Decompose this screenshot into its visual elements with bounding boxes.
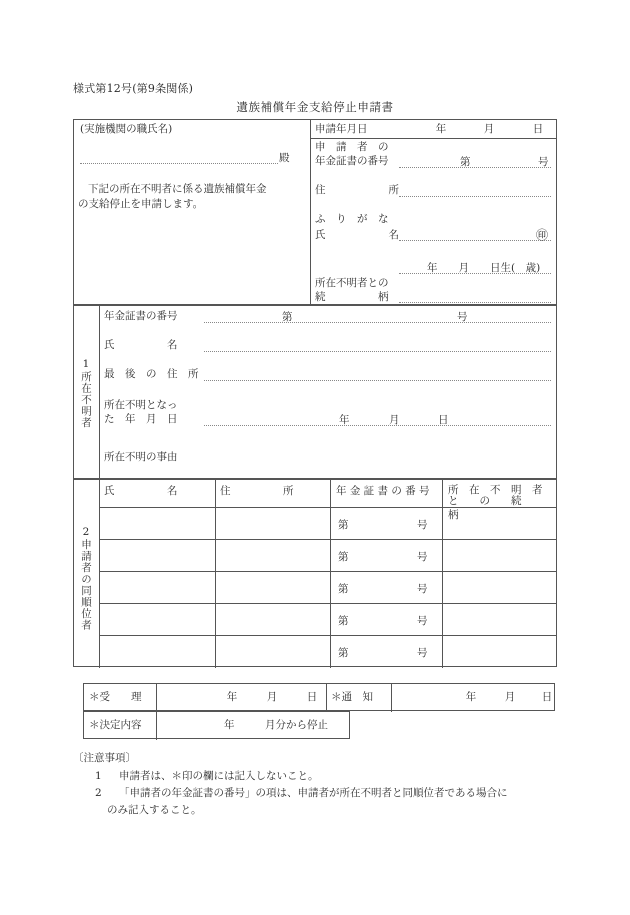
row1-gou: 号 <box>417 519 428 531</box>
applicant-cert-label-line2: 年金証書の番号 <box>315 155 389 167</box>
notes-heading: 〔注意事項〕 <box>73 752 136 764</box>
applicant-cert-fill-line <box>399 167 551 168</box>
statement-line-2: の支給停止を申請します。 <box>78 198 204 210</box>
decision-label: ＊決定内容 <box>89 719 142 731</box>
applicant-relation-label-line1: 所在不明者との <box>315 277 389 289</box>
note-1-text: 申請者は、＊印の欄には記入しないこと。 <box>119 770 319 782</box>
note-item-2-continuation <box>107 802 573 819</box>
missing-since-year: 年 <box>339 414 350 426</box>
row1-dai: 第 <box>338 519 349 531</box>
section2-col-header-relation-line1: 所 在 不 明 者 <box>448 484 543 496</box>
missing-cert-dai: 第 <box>282 311 293 323</box>
receipt-month: 月 <box>266 691 278 703</box>
missing-last-address-fill-line <box>204 380 551 381</box>
form-number: 様式第12号(第9条関係) <box>73 82 194 95</box>
missing-name-label: 氏 名 <box>104 339 178 351</box>
missing-last-address-label: 最 後 の 住 所 <box>104 368 199 380</box>
missing-since-day: 日 <box>438 414 449 426</box>
missing-cert-gou: 号 <box>457 311 468 323</box>
applicant-cert-gou: 号 <box>538 156 549 168</box>
application-date-day: 日 <box>532 123 544 135</box>
applicant-cert-dai: 第 <box>460 156 471 168</box>
table-row[interactable] <box>338 646 349 660</box>
application-date-month: 月 <box>483 123 495 135</box>
notice-label-divider <box>391 684 392 712</box>
section2-col-header-cert: 年 金 証 書 の 番 号 <box>336 485 430 497</box>
application-date-label: 申請年月日 <box>315 123 368 135</box>
row2-dai: 第 <box>338 551 349 563</box>
row3-gou: 号 <box>417 583 428 595</box>
applicant-relation-fill-line <box>399 302 551 303</box>
row3-dai: 第 <box>338 583 349 595</box>
agency-name-fill-line <box>80 163 278 164</box>
note-2-text-line1: 「申請者の年金証書の番号」の項は、申請者が所在不明者と同順位者である場合に <box>119 787 508 799</box>
notice-year: 年 <box>465 691 477 703</box>
applicant-relation-label-line2: 続 柄 <box>315 291 389 303</box>
missing-cert-fill-line <box>204 322 551 323</box>
row5-dai: 第 <box>338 647 349 659</box>
receipt-year: 年 <box>226 691 238 703</box>
missing-since-month: 月 <box>389 414 400 426</box>
table-row[interactable] <box>338 582 349 596</box>
missing-since-fill-line <box>204 425 551 426</box>
applicant-address-label <box>315 183 399 197</box>
missing-name-fill-line <box>204 351 551 352</box>
row4-dai: 第 <box>338 615 349 627</box>
receipt-date-divider <box>326 684 327 712</box>
seal-icon: ㊞ <box>536 228 549 242</box>
missing-reason-label: 所在不明の事由 <box>104 451 178 463</box>
section2-row-divider-4 <box>99 635 556 636</box>
receipt-label-divider <box>156 684 157 712</box>
row5-gou: 号 <box>417 647 428 659</box>
notice-label: ＊通 知 <box>331 691 373 703</box>
row2-gou: 号 <box>417 551 428 563</box>
note-1-number: 1 <box>95 770 102 782</box>
section2-label-divider <box>99 480 100 668</box>
note-2-text-line2: のみ記入すること。 <box>107 804 202 816</box>
notes-section <box>73 750 573 819</box>
applicant-furigana-label: ふ り が な <box>315 213 389 225</box>
decision-label-divider <box>156 712 157 740</box>
applicant-name-label: 氏 名 <box>315 229 399 241</box>
section2-col-header-address: 住 所 <box>220 485 294 497</box>
table-row[interactable] <box>338 614 349 628</box>
section2-col-header-name: 氏 名 <box>104 485 178 497</box>
missing-cert-label: 年金証書の番号 <box>104 310 178 322</box>
section2-divider-name-address <box>215 480 216 668</box>
application-date-year: 年 <box>435 123 447 135</box>
section2-col-header-relation-line2: と の 続 柄 <box>448 495 543 521</box>
section1-label-divider <box>99 306 100 480</box>
note-2-number: 2 <box>95 787 102 799</box>
table-row[interactable] <box>338 550 349 564</box>
receipt-day: 日 <box>306 691 318 703</box>
applicant-birthdate-line: 年 月 日生( 歳) <box>427 262 541 274</box>
applicant-block-column-divider <box>310 120 311 306</box>
notice-day: 日 <box>541 691 553 703</box>
apply-date-row-divider <box>310 138 557 139</box>
section2-row-divider-3 <box>99 603 556 604</box>
decision-suffix: 月分から停止 <box>265 719 328 731</box>
applicant-address-label-text: 住 所 <box>315 184 399 196</box>
receipt-label: ＊受 理 <box>89 691 142 703</box>
implementing-agency-label: (実施機関の職氏名) <box>80 123 173 135</box>
missing-since-label-line1: 所在不明となっ <box>104 399 178 411</box>
page-title: 遺族補償年金支給停止申請書 <box>236 100 394 114</box>
statement-line-1: 下記の所在不明者に係る遺族補償年金 <box>88 183 267 195</box>
applicant-cert-label-line1: 申 請 者 の <box>315 141 389 153</box>
notice-month: 月 <box>504 691 516 703</box>
section2-row-divider-2 <box>99 571 556 572</box>
section2-row-divider-1 <box>99 539 556 540</box>
row4-gou: 号 <box>417 615 428 627</box>
note-item-2 <box>95 785 573 802</box>
table-row[interactable] <box>338 518 349 532</box>
note-item-1 <box>95 768 573 785</box>
applicant-name-fill-line <box>399 240 551 241</box>
section1-vertical-label: 1所在不明者 <box>80 357 92 429</box>
missing-since-label-line2: た 年 月 日 <box>104 413 178 425</box>
section2-divider-address-cert <box>330 480 331 668</box>
section2-vertical-label: 2申請者の同順位者 <box>80 525 92 631</box>
applicant-address-fill-line <box>399 196 551 197</box>
official-use-row1-frame <box>83 683 555 711</box>
decision-year: 年 <box>224 719 235 731</box>
dono-honorific: 殿 <box>279 152 290 164</box>
